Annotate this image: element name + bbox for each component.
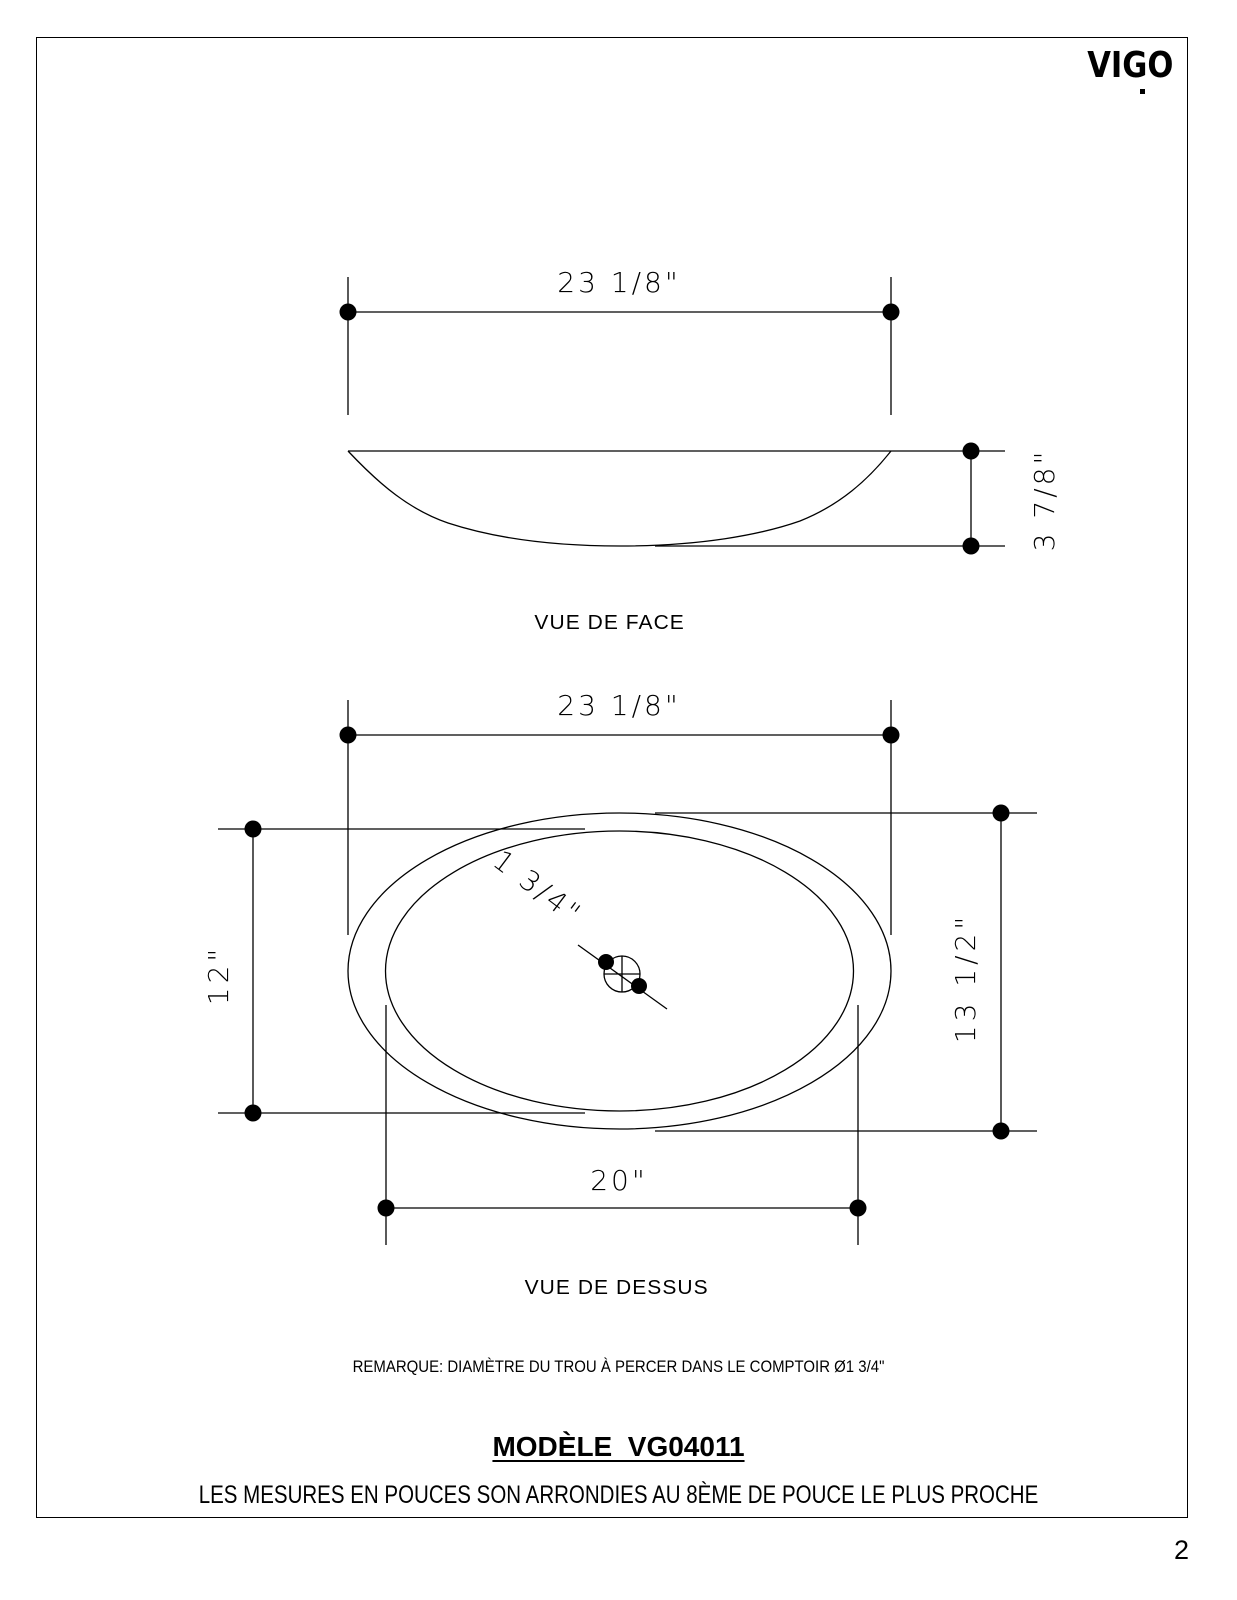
dim-dot: [883, 727, 900, 744]
dim-dot: [631, 978, 647, 994]
dim-dot: [963, 538, 980, 555]
top-inner-depth-label: 12": [202, 944, 235, 1006]
dim-dot: [883, 304, 900, 321]
brand-logo: VIGO: [1086, 45, 1173, 86]
basin-outer-rim: [348, 813, 891, 1129]
dim-dot: [993, 1123, 1010, 1140]
dim-dot: [598, 954, 614, 970]
dim-dot: [245, 1105, 262, 1122]
front-view-caption: VUE DE FACE: [534, 612, 685, 634]
dim-dot: [963, 443, 980, 460]
page-number: 2: [1173, 1535, 1189, 1565]
dim-dot: [245, 821, 262, 838]
top-outer-depth-label: 13 1/2": [949, 912, 982, 1044]
top-inner-width-label: 20": [590, 1164, 648, 1197]
top-view-caption: VUE DE DESSUS: [524, 1277, 709, 1299]
dim-dot: [993, 805, 1010, 822]
remark-note: REMARQUE: DIAMÈTRE DU TROU À PERCER DANS LE COMPTOIR Ø1 3/4": [352, 1357, 885, 1376]
model-title: [0, 1431, 1237, 1463]
basin-inner-bowl: [386, 831, 854, 1111]
front-width-label: 23 1/8": [557, 266, 681, 299]
basin-front-curve: [348, 451, 891, 546]
basin-front-profile: [348, 451, 891, 545]
model-number: MODÈLE VG04011: [492, 1431, 745, 1462]
dim-dot: [340, 727, 357, 744]
dim-dot: [850, 1200, 867, 1217]
front-height-label: 3 7/8": [1028, 448, 1061, 552]
dim-dot: [378, 1200, 395, 1217]
footer-note: LES MESURES EN POUCES SON ARRONDIES AU 8ÈME DE POUCE LE PLUS PROCHE: [198, 1481, 1039, 1509]
drain-dimension-leader: [578, 945, 667, 1009]
top-outer-width-label: 23 1/8": [557, 689, 681, 722]
brand-logo-dot: [1140, 89, 1145, 94]
drain-diameter-label: 1 3/4": [486, 843, 589, 932]
dim-dot: [340, 304, 357, 321]
